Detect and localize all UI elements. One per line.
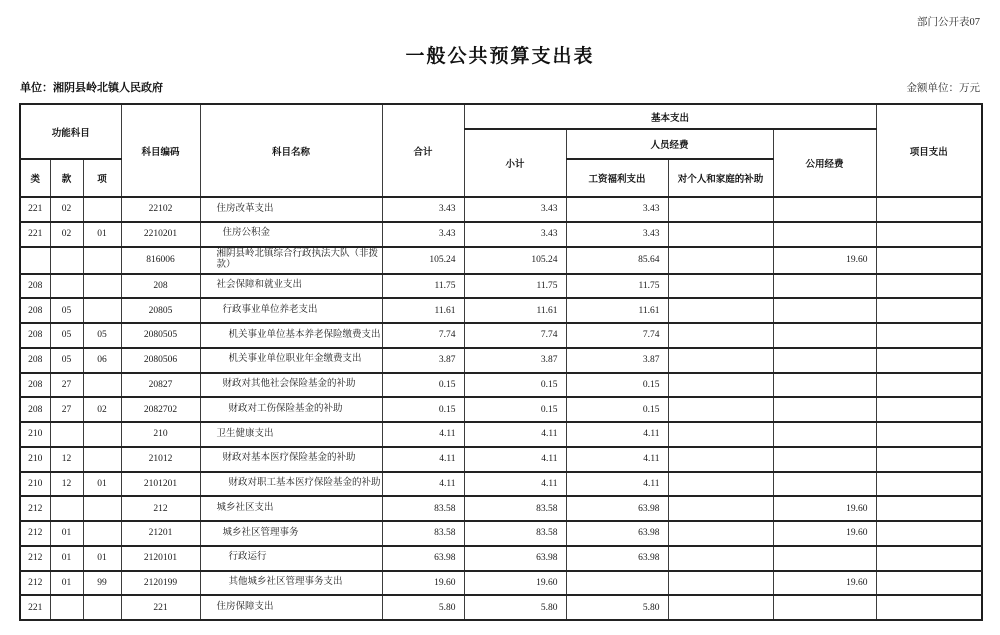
cell-section [50, 595, 83, 620]
cell-item: 01 [83, 546, 121, 571]
cell-subtotal: 7.74 [464, 323, 566, 348]
cell-wages-welfare: 63.98 [566, 521, 668, 546]
cell-subject-name: 社会保障和就业支出 [200, 274, 382, 299]
cell-public-funds: 19.60 [773, 247, 876, 274]
cell-subject-name: 财政对职工基本医疗保险基金的补助 [200, 472, 382, 497]
cell-item: 05 [83, 323, 121, 348]
page-title: 一般公共预算支出表 [405, 46, 595, 67]
cell-section: 02 [50, 222, 83, 247]
cell-individual-family-subsidy [668, 472, 773, 497]
cell-item [83, 247, 121, 274]
cell-item: 99 [83, 571, 121, 596]
cell-class: 212 [20, 496, 50, 521]
cell-subject-code: 20827 [121, 373, 200, 398]
cell-wages-welfare: 11.75 [566, 274, 668, 299]
cell-subtotal: 3.87 [464, 348, 566, 373]
cell-individual-family-subsidy [668, 546, 773, 571]
cell-total: 11.75 [382, 274, 464, 299]
cell-project-expenditure [876, 546, 982, 571]
cell-individual-family-subsidy [668, 373, 773, 398]
cell-total: 5.80 [382, 595, 464, 620]
cell-individual-family-subsidy [668, 496, 773, 521]
cell-total: 4.11 [382, 447, 464, 472]
cell-subject-name: 住房公积金 [200, 222, 382, 247]
header-public-funds: 公用经费 [773, 129, 876, 197]
cell-class: 208 [20, 348, 50, 373]
cell-class: 208 [20, 274, 50, 299]
cell-section [50, 496, 83, 521]
cell-subject-code: 212 [121, 496, 200, 521]
table-body [20, 197, 982, 620]
cell-wages-welfare: 5.80 [566, 595, 668, 620]
cell-subject-code: 2101201 [121, 472, 200, 497]
cell-subject-code: 2120199 [121, 571, 200, 596]
cell-item [83, 298, 121, 323]
cell-wages-welfare: 3.87 [566, 348, 668, 373]
table-row [20, 447, 982, 472]
cell-total: 83.58 [382, 521, 464, 546]
cell-total: 4.11 [382, 422, 464, 447]
cell-project-expenditure [876, 422, 982, 447]
cell-section: 01 [50, 521, 83, 546]
cell-public-funds [773, 447, 876, 472]
cell-class: 212 [20, 571, 50, 596]
cell-section [50, 274, 83, 299]
cell-subtotal: 3.43 [464, 222, 566, 247]
cell-total: 0.15 [382, 397, 464, 422]
cell-total: 7.74 [382, 323, 464, 348]
cell-subject-name: 其他城乡社区管理事务支出 [200, 571, 382, 596]
cell-item: 01 [83, 472, 121, 497]
cell-subject-code: 210 [121, 422, 200, 447]
table-row [20, 348, 982, 373]
table-row [20, 496, 982, 521]
table-row [20, 546, 982, 571]
header-section: 款 [50, 159, 83, 197]
cell-wages-welfare: 0.15 [566, 397, 668, 422]
cell-subject-code: 208 [121, 274, 200, 299]
cell-total: 83.58 [382, 496, 464, 521]
cell-project-expenditure [876, 222, 982, 247]
amount-unit-label: 金额单位：万元 [906, 83, 980, 94]
cell-project-expenditure [876, 197, 982, 222]
cell-public-funds [773, 348, 876, 373]
cell-subject-name: 行政运行 [200, 546, 382, 571]
header-class: 类 [20, 159, 50, 197]
header-subject-name: 科目名称 [200, 104, 382, 197]
cell-subtotal: 11.61 [464, 298, 566, 323]
cell-public-funds [773, 422, 876, 447]
cell-section: 27 [50, 397, 83, 422]
cell-item [83, 595, 121, 620]
cell-individual-family-subsidy [668, 197, 773, 222]
header-project-expenditure: 项目支出 [876, 104, 982, 197]
cell-project-expenditure [876, 595, 982, 620]
header-wages-welfare: 工资福利支出 [566, 159, 668, 197]
table-meta-row [20, 79, 980, 95]
cell-total: 19.60 [382, 571, 464, 596]
cell-wages-welfare: 4.11 [566, 422, 668, 447]
cell-subject-code: 2082702 [121, 397, 200, 422]
cell-public-funds [773, 222, 876, 247]
cell-subject-name: 湘阴县岭北镇综合行政执法大队（非拨款） [200, 247, 382, 274]
cell-subtotal: 4.11 [464, 472, 566, 497]
cell-class: 210 [20, 422, 50, 447]
header-subject-code: 科目编码 [121, 104, 200, 197]
table-row [20, 197, 982, 222]
cell-item [83, 197, 121, 222]
cell-project-expenditure [876, 323, 982, 348]
header-subtotal: 小计 [464, 129, 566, 197]
cell-public-funds: 19.60 [773, 496, 876, 521]
cell-section [50, 247, 83, 274]
cell-item: 01 [83, 222, 121, 247]
cell-wages-welfare: 4.11 [566, 447, 668, 472]
cell-section: 12 [50, 472, 83, 497]
cell-class: 221 [20, 197, 50, 222]
cell-subject-code: 21012 [121, 447, 200, 472]
cell-section: 01 [50, 546, 83, 571]
cell-subject-code: 2120101 [121, 546, 200, 571]
cell-individual-family-subsidy [668, 274, 773, 299]
cell-individual-family-subsidy [668, 222, 773, 247]
unit-label: 单位：湘阴县岭北镇人民政府 [20, 82, 163, 94]
cell-class: 210 [20, 447, 50, 472]
cell-section: 05 [50, 323, 83, 348]
cell-wages-welfare: 63.98 [566, 546, 668, 571]
header-functional-subject: 功能科目 [20, 104, 121, 159]
cell-public-funds: 19.60 [773, 521, 876, 546]
cell-individual-family-subsidy [668, 323, 773, 348]
cell-subject-name: 住房改革支出 [200, 197, 382, 222]
cell-subtotal: 4.11 [464, 422, 566, 447]
cell-individual-family-subsidy [668, 247, 773, 274]
cell-wages-welfare: 85.64 [566, 247, 668, 274]
cell-section: 05 [50, 348, 83, 373]
cell-section: 05 [50, 298, 83, 323]
cell-subject-name: 财政对基本医疗保险基金的补助 [200, 447, 382, 472]
header-individual-family-subsidy: 对个人和家庭的补助 [668, 159, 773, 197]
cell-total: 11.61 [382, 298, 464, 323]
cell-section: 02 [50, 197, 83, 222]
cell-public-funds [773, 472, 876, 497]
cell-subtotal: 105.24 [464, 247, 566, 274]
cell-class: 208 [20, 397, 50, 422]
cell-subject-code: 2080505 [121, 323, 200, 348]
cell-total: 3.43 [382, 222, 464, 247]
cell-project-expenditure [876, 571, 982, 596]
cell-public-funds [773, 397, 876, 422]
cell-subtotal: 0.15 [464, 397, 566, 422]
cell-subtotal: 11.75 [464, 274, 566, 299]
cell-class: 221 [20, 222, 50, 247]
cell-item: 06 [83, 348, 121, 373]
cell-subtotal: 5.80 [464, 595, 566, 620]
cell-subject-code: 20805 [121, 298, 200, 323]
cell-wages-welfare: 3.43 [566, 222, 668, 247]
cell-wages-welfare: 7.74 [566, 323, 668, 348]
cell-individual-family-subsidy [668, 595, 773, 620]
cell-project-expenditure [876, 472, 982, 497]
cell-public-funds [773, 595, 876, 620]
cell-wages-welfare: 3.43 [566, 197, 668, 222]
cell-project-expenditure [876, 247, 982, 274]
table-row [20, 571, 982, 596]
cell-subject-name: 财政对其他社会保险基金的补助 [200, 373, 382, 398]
cell-class: 208 [20, 298, 50, 323]
cell-total: 4.11 [382, 472, 464, 497]
cell-subject-name: 城乡社区支出 [200, 496, 382, 521]
cell-total: 105.24 [382, 247, 464, 274]
cell-item [83, 274, 121, 299]
cell-individual-family-subsidy [668, 298, 773, 323]
header-basic-expenditure: 基本支出 [464, 104, 876, 129]
table-row [20, 222, 982, 247]
cell-project-expenditure [876, 447, 982, 472]
cell-public-funds [773, 546, 876, 571]
cell-project-expenditure [876, 298, 982, 323]
cell-subject-name: 城乡社区管理事务 [200, 521, 382, 546]
cell-wages-welfare: 63.98 [566, 496, 668, 521]
cell-class: 212 [20, 521, 50, 546]
cell-wages-welfare: 4.11 [566, 472, 668, 497]
table-row [20, 472, 982, 497]
cell-total: 3.87 [382, 348, 464, 373]
cell-individual-family-subsidy [668, 521, 773, 546]
header-item: 项 [83, 159, 121, 197]
cell-item [83, 422, 121, 447]
cell-subject-name: 行政事业单位养老支出 [200, 298, 382, 323]
cell-section [50, 422, 83, 447]
table-row [20, 521, 982, 546]
cell-subject-code: 2080506 [121, 348, 200, 373]
cell-subject-name: 机关事业单位基本养老保险缴费支出 [200, 323, 382, 348]
cell-individual-family-subsidy [668, 447, 773, 472]
cell-section: 01 [50, 571, 83, 596]
cell-wages-welfare: 11.61 [566, 298, 668, 323]
header-total: 合计 [382, 104, 464, 197]
cell-subtotal: 63.98 [464, 546, 566, 571]
cell-subtotal: 83.58 [464, 496, 566, 521]
cell-project-expenditure [876, 397, 982, 422]
cell-subject-code: 221 [121, 595, 200, 620]
cell-section: 27 [50, 373, 83, 398]
table-row [20, 595, 982, 620]
cell-item: 02 [83, 397, 121, 422]
budget-expenditure-table [19, 103, 983, 621]
cell-subject-name: 机关事业单位职业年金缴费支出 [200, 348, 382, 373]
cell-subject-name: 住房保障支出 [200, 595, 382, 620]
cell-individual-family-subsidy [668, 397, 773, 422]
cell-subject-code: 22102 [121, 197, 200, 222]
table-row [20, 323, 982, 348]
cell-individual-family-subsidy [668, 348, 773, 373]
cell-class [20, 247, 50, 274]
cell-individual-family-subsidy [668, 571, 773, 596]
table-row [20, 397, 982, 422]
cell-total: 63.98 [382, 546, 464, 571]
cell-wages-welfare [566, 571, 668, 596]
cell-class: 212 [20, 546, 50, 571]
cell-individual-family-subsidy [668, 422, 773, 447]
cell-item [83, 373, 121, 398]
cell-class: 208 [20, 323, 50, 348]
cell-subtotal: 0.15 [464, 373, 566, 398]
table-row [20, 247, 982, 274]
cell-section: 12 [50, 447, 83, 472]
cell-public-funds [773, 323, 876, 348]
cell-total: 0.15 [382, 373, 464, 398]
table-row [20, 422, 982, 447]
cell-subtotal: 19.60 [464, 571, 566, 596]
cell-project-expenditure [876, 496, 982, 521]
cell-class: 208 [20, 373, 50, 398]
cell-item [83, 521, 121, 546]
cell-public-funds [773, 274, 876, 299]
table-row [20, 274, 982, 299]
cell-item [83, 496, 121, 521]
cell-subject-code: 816006 [121, 247, 200, 274]
document-code-label: 部门公开表07 [917, 17, 980, 28]
cell-subtotal: 4.11 [464, 447, 566, 472]
cell-subject-code: 2210201 [121, 222, 200, 247]
cell-item [83, 447, 121, 472]
table-header [20, 104, 982, 197]
cell-subject-name: 卫生健康支出 [200, 422, 382, 447]
cell-public-funds [773, 298, 876, 323]
header-personnel-funds: 人员经费 [566, 129, 773, 159]
table-row [20, 373, 982, 398]
cell-project-expenditure [876, 274, 982, 299]
cell-wages-welfare: 0.15 [566, 373, 668, 398]
table-row [20, 298, 982, 323]
cell-total: 3.43 [382, 197, 464, 222]
cell-subtotal: 83.58 [464, 521, 566, 546]
cell-project-expenditure [876, 373, 982, 398]
cell-project-expenditure [876, 521, 982, 546]
cell-public-funds [773, 373, 876, 398]
cell-class: 221 [20, 595, 50, 620]
cell-public-funds [773, 197, 876, 222]
cell-project-expenditure [876, 348, 982, 373]
cell-class: 210 [20, 472, 50, 497]
cell-subtotal: 3.43 [464, 197, 566, 222]
cell-subject-name: 财政对工伤保险基金的补助 [200, 397, 382, 422]
cell-public-funds: 19.60 [773, 571, 876, 596]
cell-subject-code: 21201 [121, 521, 200, 546]
